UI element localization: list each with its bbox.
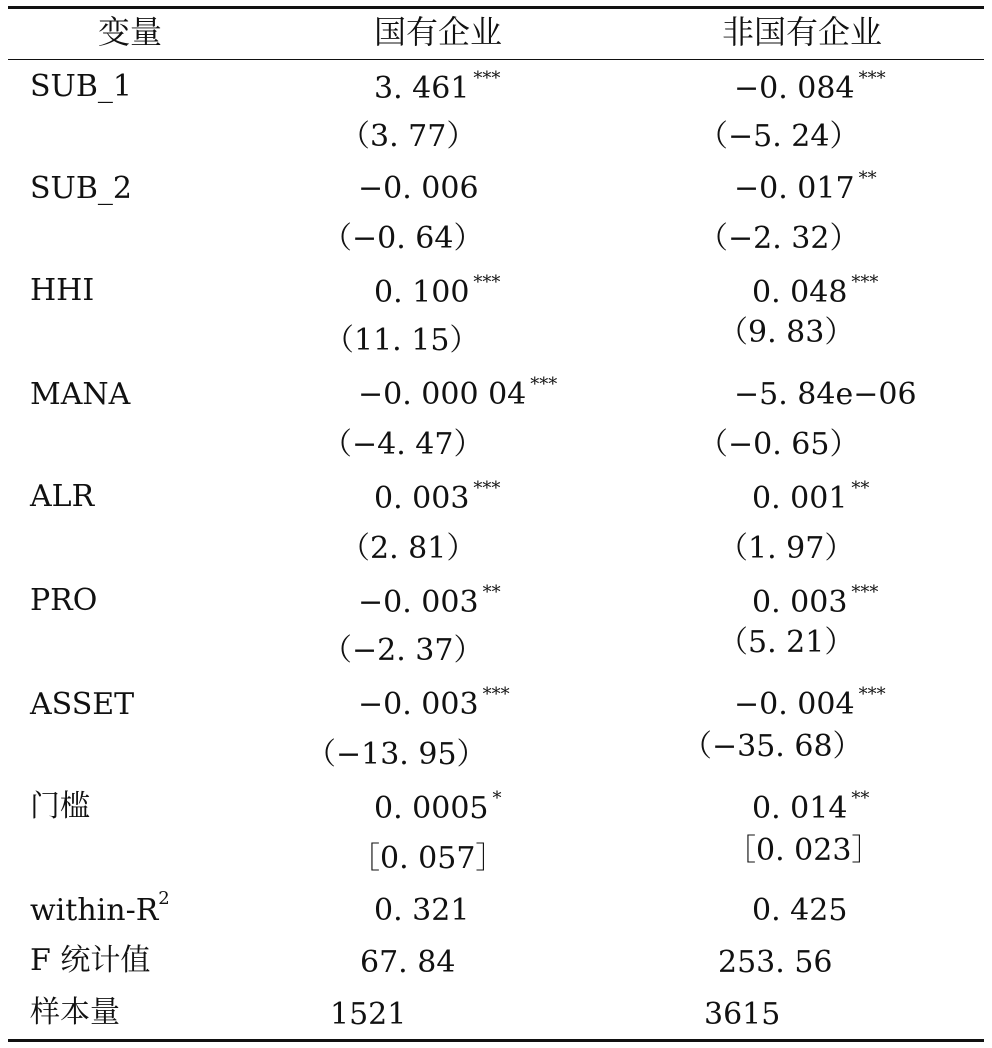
coef-state-threshold: 0. 0005 *: [374, 788, 502, 826]
row-label-sub1: SUB_1: [30, 69, 132, 104]
tstat-state-mana: （−4. 47）: [322, 427, 484, 462]
coef-non-sub1: −0. 084 ***: [734, 68, 886, 106]
row-label-sample-size: 样本量: [30, 995, 120, 1030]
header-non-state-owned: 非国有企业: [722, 13, 883, 51]
r2-state: 0. 321: [374, 893, 470, 928]
bottom-rule: [8, 1039, 984, 1042]
row-label-alr: ALR: [30, 479, 95, 514]
header-variable: 变量: [98, 13, 163, 51]
tstat-state-sub2: （−0. 64）: [322, 221, 484, 256]
coef-non-threshold: 0. 014 **: [752, 788, 870, 826]
tstat-non-mana: （−0. 65）: [698, 427, 860, 462]
n-non: 3615: [704, 997, 781, 1032]
row-label-sub2: SUB_2: [30, 171, 132, 206]
top-rule: [8, 6, 984, 9]
coef-non-sub2: −0. 017 **: [734, 168, 877, 206]
coef-state-mana: −0. 000 04 ***: [358, 374, 558, 412]
f-state: 67. 84: [360, 945, 456, 980]
coef-state-alr: 0. 003 ***: [374, 478, 501, 516]
n-state: 1521: [330, 997, 407, 1032]
coef-non-pro: 0. 003 ***: [752, 582, 879, 620]
pvalue-state-threshold: ［0. 057］: [350, 841, 506, 876]
row-label-within-r2: within-$R^2$: [30, 888, 170, 928]
coef-state-asset: −0. 003 ***: [358, 684, 510, 722]
row-label-hhi: HHI: [30, 273, 95, 308]
row-label-mana: MANA: [30, 377, 131, 412]
coef-non-hhi: 0. 048 ***: [752, 272, 879, 310]
coef-non-alr: 0. 001 **: [752, 478, 870, 516]
row-label-f-stat: F 统计值: [30, 943, 151, 978]
header-rule: [8, 59, 984, 60]
tstat-non-hhi: （9. 83）: [718, 315, 855, 350]
tstat-non-alr: （1. 97）: [718, 531, 855, 566]
row-label-pro: PRO: [30, 583, 98, 618]
tstat-non-sub1: （−5. 24）: [698, 119, 860, 154]
tstat-state-pro: （−2. 37）: [322, 633, 484, 668]
tstat-state-alr: （2. 81）: [340, 531, 477, 566]
tstat-state-hhi: （11. 15）: [324, 323, 480, 358]
coef-state-hhi: 0. 100 ***: [374, 272, 501, 310]
coef-non-mana: −5. 84e−06: [734, 377, 917, 412]
pvalue-non-threshold: ［0. 023］: [726, 833, 882, 868]
coef-state-sub2: −0. 006: [358, 171, 479, 206]
tstat-non-sub2: （−2. 32）: [698, 221, 860, 256]
tstat-state-asset: （−13. 95）: [306, 737, 487, 772]
header-state-owned: 国有企业: [374, 13, 503, 51]
r2-non: 0. 425: [752, 893, 848, 928]
coef-non-asset: −0. 004 ***: [734, 684, 886, 722]
row-label-threshold: 门槛: [30, 789, 90, 824]
row-label-asset: ASSET: [30, 687, 135, 722]
coef-state-pro: −0. 003 **: [358, 582, 501, 620]
tstat-non-pro: （5. 21）: [718, 625, 855, 660]
f-non: 253. 56: [718, 945, 833, 980]
tstat-state-sub1: （3. 77）: [340, 119, 477, 154]
coef-state-sub1: 3. 461 ***: [374, 68, 501, 106]
tstat-non-asset: （−35. 68）: [682, 729, 863, 764]
